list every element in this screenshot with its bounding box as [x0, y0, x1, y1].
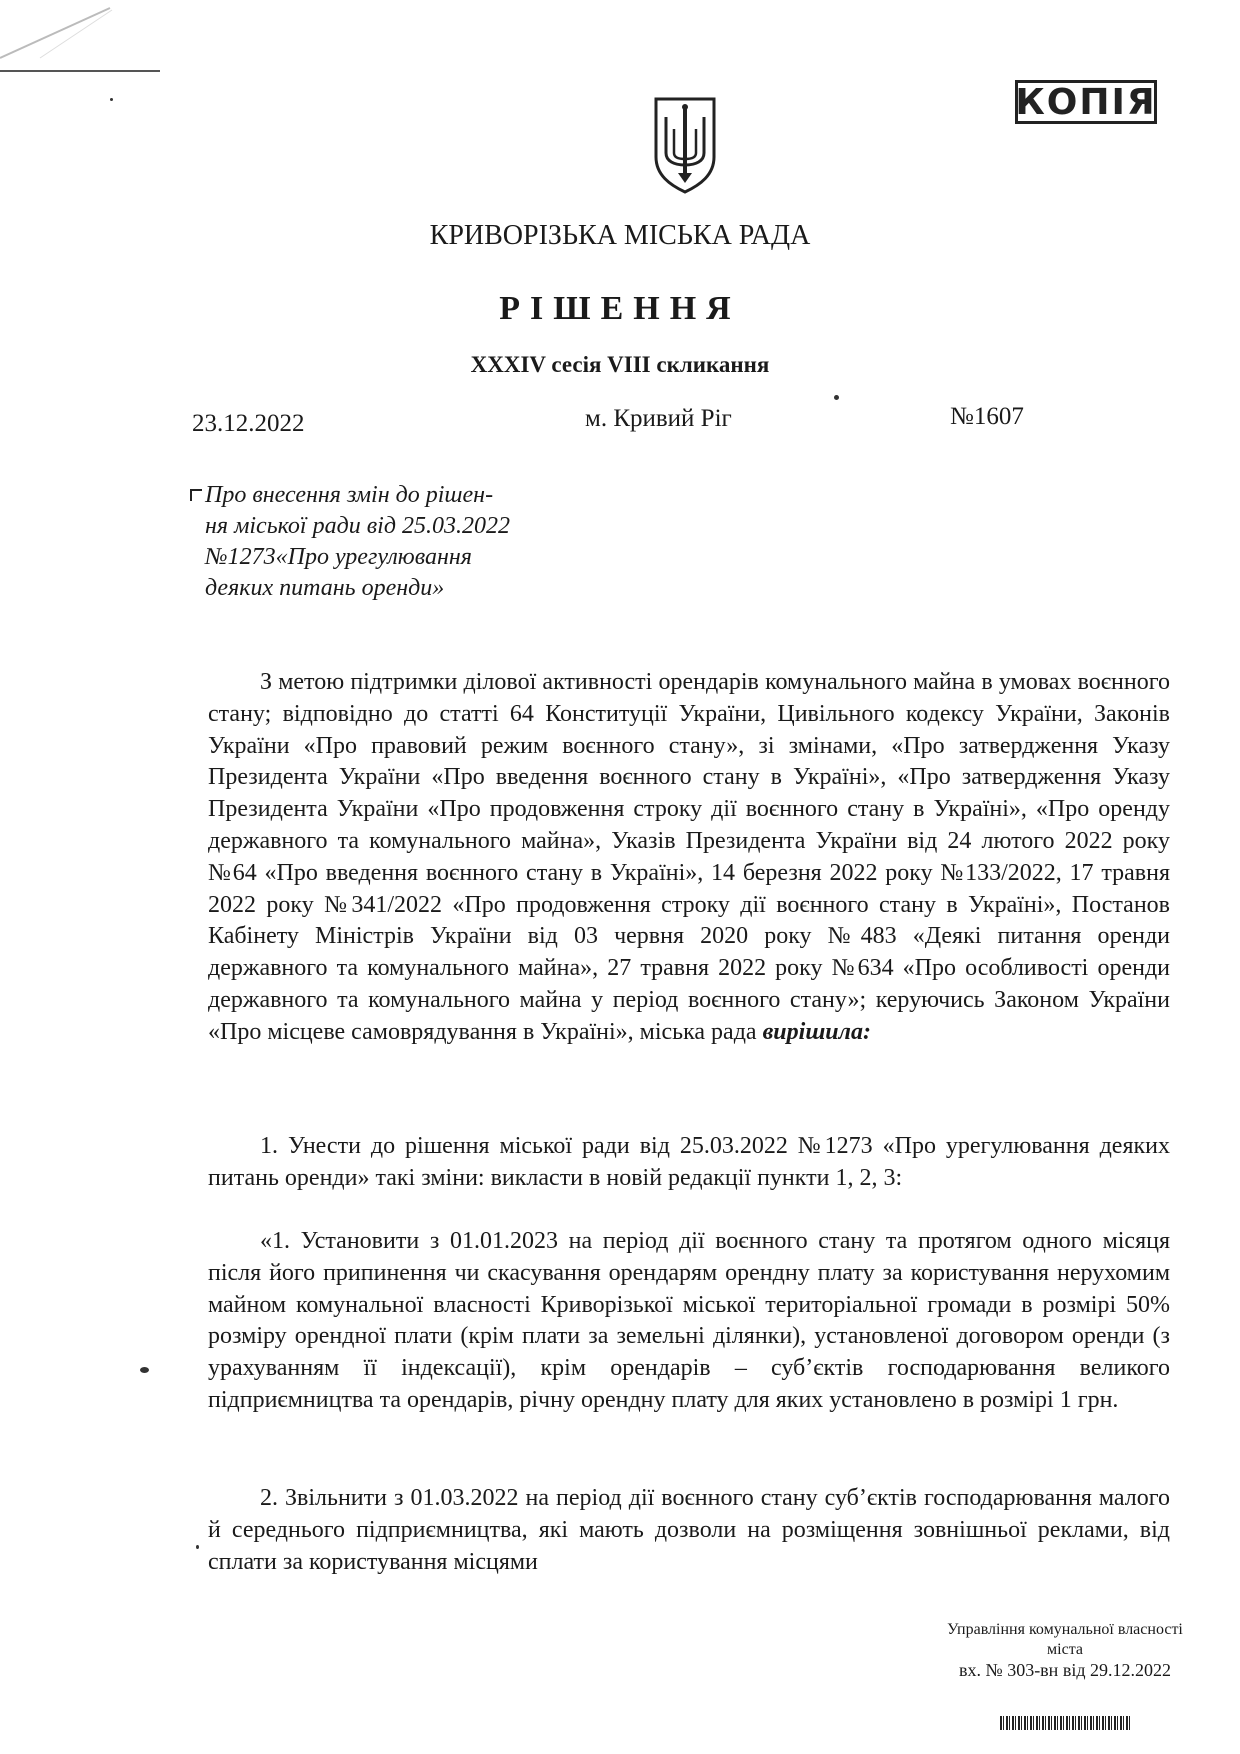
council-name: КРИВОРІЗЬКА МІСЬКА РАДА — [429, 220, 811, 251]
item-1-text: 1. Унести до рішення міської ради від 25.03.2022 №1273 «Про урегулювання деяких питань оренди» такі зміни: викласти в новій редакції пункти 1, 2, 3: — [208, 1133, 1170, 1191]
document-type: РІШЕННЯ — [499, 290, 741, 327]
incoming-registration-stamp — [900, 1620, 1230, 1680]
receipt-line: міста — [1047, 1641, 1083, 1658]
receipt-line: Управління комунальної власності — [947, 1621, 1183, 1638]
preamble-paragraph — [208, 667, 1170, 1049]
scan-speck — [834, 395, 839, 400]
title-line: Про внесення змін до рішен- — [205, 482, 494, 508]
quoted-item-1-paragraph — [208, 1226, 1170, 1417]
preamble-text: З метою підтримки ділової активності орендарів комунального майна в умовах воєнного стану; відповідно до статті 64 Конституції України, Цивільного кодексу України, Законів України «Про правовий режим воєнного стану», зі змінами, «Про затвердження Указу Президента України «Про введення воєнного стану в Україні», «Про затвердження Указу Президента України «Про продовження строку дії воєнного стану в Україні», «Про оренду державного та комунального майна», Указів Президента України від 24 лютого 2022 року №64 «Про введення воєнного стану в Україні», 14 березня 2022 року №133/2022, 17 травня 2022 року №341/2022 «Про продовження строку дії воєнного стану в Україні», Постанов Кабінету Міністрів України від 03 червня 2020 року №483 «Деякі питання оренди державного та комунального майна», 27 травня 2022 року №634 «Про особливості оренди державного та комунального майна у період воєнного стану»; керуючись Законом України «Про місцеве самоврядування в Україні», міська рада — [208, 669, 1170, 1045]
barcode — [1000, 1716, 1130, 1730]
quoted-item-2-paragraph — [208, 1483, 1170, 1578]
receipt-line: вх. № 303-вн від 29.12.2022 — [959, 1660, 1171, 1680]
title-line: деяких питань оренди» — [205, 575, 445, 601]
trident-coat-of-arms-icon — [650, 95, 720, 195]
scan-speck — [140, 1367, 149, 1373]
city-name: м. Кривий Ріг — [585, 405, 732, 432]
decision-title — [205, 480, 605, 604]
scan-artifact-line — [0, 70, 160, 72]
quoted-item-1-text: «1. Установити з 01.01.2023 на період дії воєнного стану та протягом одного місяця після його припинення чи скасування орендарям орендну плату за користування нерухомим майном комунальної власності Криворізької міської територіальної громади в розмірі 50% розміру орендної плати (крім плати за земельні ділянки), установленої договором оренди (з урахуванням її індексації), крім орендарів – суб’єктів господарювання великого підприємництва та орендарів, річну орендну плату для яких установлено в розмірі 1 грн. — [208, 1228, 1170, 1413]
title-line: №1273«Про урегулювання — [205, 544, 472, 570]
session-info: XXXIV сесія VIII скликання — [470, 352, 770, 377]
item-1-paragraph — [208, 1131, 1170, 1195]
title-bracket-mark — [190, 489, 202, 501]
decision-date: 23.12.2022 — [192, 410, 305, 437]
quoted-item-2-text: 2. Звільнити з 01.03.2022 на період дії воєнного стану суб’єктів господарювання малого й середнього підприємництва, які мають дозволи на розміщення зовнішньої реклами, від сплати за користування місцями — [208, 1485, 1170, 1575]
decided-word: вирішила: — [762, 1018, 871, 1045]
scan-corner-fold — [0, 0, 120, 60]
title-line: ня міської ради від 25.03.2022 — [205, 513, 510, 539]
decision-number: №1607 — [950, 403, 1024, 430]
copy-stamp: КОПІЯ — [1015, 81, 1157, 123]
scan-speck — [196, 1545, 199, 1549]
scan-speck — [110, 98, 113, 101]
